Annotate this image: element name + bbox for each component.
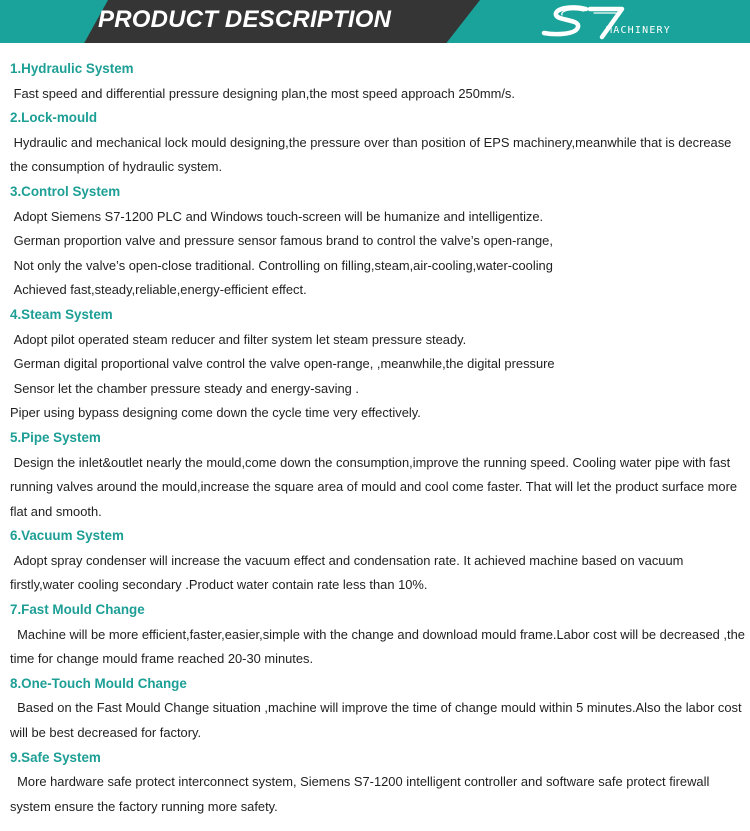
section-title: 4.Steam System [10, 306, 113, 322]
section-7 [10, 598, 749, 672]
section-text: Sensor let the chamber pressure steady and energy-saving . [10, 380, 359, 396]
section-text: German proportion valve and pressure sensor famous brand to control the valve’s open-range, [10, 233, 553, 249]
section-text: Achieved fast,steady,reliable,energy-efficient effect. [10, 282, 307, 298]
brand-text: MACHINERY [606, 25, 671, 36]
section-2 [10, 106, 745, 180]
section-title: 8.One-Touch Mould Change [10, 675, 187, 691]
section-4 [10, 303, 745, 426]
section-5 [10, 426, 745, 524]
section-text: Fast speed and differential pressure designing plan,the most speed approach 250mm/s. [10, 85, 515, 101]
section-text: Adopt pilot operated steam reducer and filter system let steam pressure steady. [10, 331, 467, 347]
section-text: Adopt spray condenser will increase the vacuum effect and condensation rate. It achieved machine based on vacuum firstly,water cooling secondary .Product water contain rate less than 10%. [10, 552, 687, 593]
header-banner [0, 0, 750, 43]
section-title: 9.Safe System [10, 749, 101, 765]
section-text: More hardware safe protect interconnect system, Siemens S7-1200 intelligent controller and software safe protect firewall system ensure the factory running more safety. [10, 774, 713, 814]
section-1 [10, 57, 745, 106]
section-6 [10, 524, 745, 598]
section-3 [10, 180, 745, 303]
section-8 [10, 672, 745, 746]
section-text: Adopt Siemens S7-1200 PLC and Windows touch-screen will be humanize and intelligentize. [10, 208, 544, 224]
section-text: Machine will be more efficient,faster,easier,simple with the change and download mould frame.Labor cost will be decreased ,the time for change mould frame reached 20-30 minutes. [10, 626, 749, 667]
page-title: PRODUCT DESCRIPTION [98, 6, 392, 33]
section-text: German digital proportional valve control the valve open-range, ,meanwhile,the digital pressure [10, 356, 555, 372]
section-title: 6.Vacuum System [10, 528, 124, 544]
section-title: 2.Lock-mould [10, 110, 98, 126]
section-title: 1.Hydraulic System [10, 61, 134, 76]
section-text: Hydraulic and mechanical lock mould designing,the pressure over than position of EPS machinery,meanwhile that is decrease the consumption of hydraulic system. [10, 134, 735, 175]
section-9 [10, 746, 745, 820]
section-text: Design the inlet&outlet nearly the mould,come down the consumption,improve the running speed. Cooling water pipe with fast running valves around the mould,increase the square area of mould and cool come faster. That will let the product surface more flat and smooth. [10, 454, 741, 519]
section-title: 5.Pipe System [10, 429, 101, 445]
section-title: 3.Control System [10, 183, 121, 199]
section-text: Based on the Fast Mould Change situation ,machine will improve the time of change mould within 5 minutes.Also the labor cost will be best decreased for factory. [10, 700, 746, 741]
section-title: 7.Fast Mould Change [10, 602, 145, 618]
brand-logo [540, 3, 690, 41]
section-text: Piper using bypass designing come down the cycle time very effectively. [10, 405, 421, 421]
section-text: Not only the valve’s open-close traditional. Controlling on filling,steam,air-cooling,water-cooling [10, 257, 553, 273]
product-description-content [10, 57, 749, 819]
